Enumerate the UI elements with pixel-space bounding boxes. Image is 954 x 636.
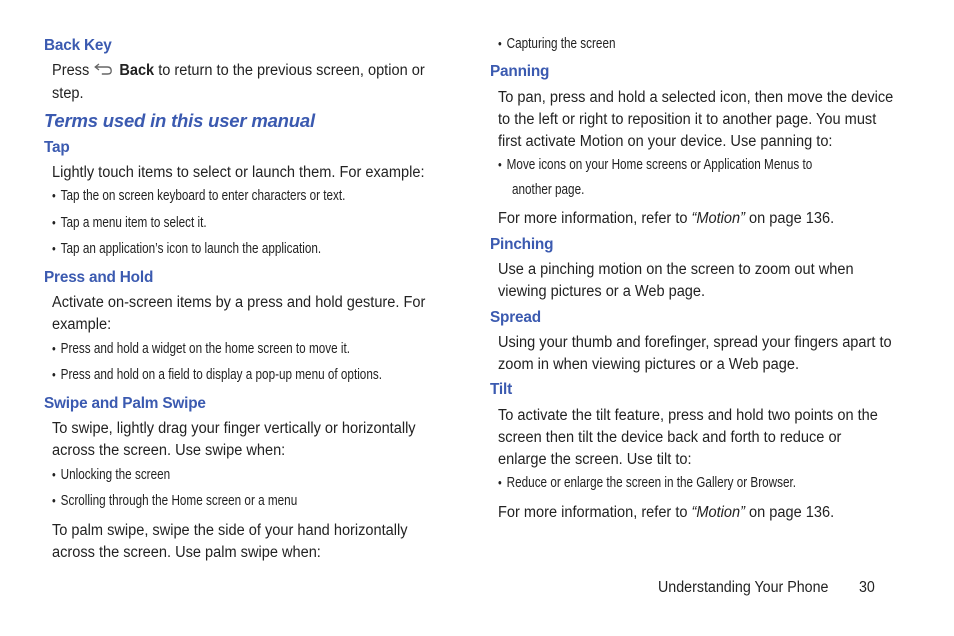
back-key-back-label: Back <box>119 62 155 79</box>
tilt-line-3: enlarge the screen. Use tilt to: <box>498 451 692 468</box>
tap-bullet-2: • Tap a menu item to select it. <box>52 215 207 231</box>
spread-heading: Spread <box>490 309 541 326</box>
tilt-heading: Tilt <box>490 381 512 398</box>
spread-line-1: Using your thumb and forefinger, spread your fingers apart to <box>498 334 892 351</box>
press-hold-bullet-2: • Press and hold on a field to display a pop-up menu of options. <box>52 367 382 383</box>
panning-line-3: first activate Motion on your device. Use panning to: <box>498 133 833 150</box>
back-key-heading: Back Key <box>44 37 112 54</box>
tilt-bullet: • Reduce or enlarge the screen in the Gallery or Browser. <box>498 475 796 491</box>
pinching-line-1: Use a pinching motion on the screen to zoom out when <box>498 261 854 278</box>
panning-reference <box>498 208 834 230</box>
terms-heading: Terms used in this user manual <box>44 110 315 131</box>
panning-ref-post: on page 136. <box>749 210 835 227</box>
swipe-line-2: across the screen. Use swipe when: <box>52 442 286 459</box>
panning-ref-pre: For more information, refer to <box>498 210 688 227</box>
footer-section-title: Understanding Your Phone <box>658 579 829 596</box>
back-arrow-icon <box>93 61 114 75</box>
back-key-line-1 <box>52 60 425 82</box>
press-hold-line-1: Activate on-screen items by a press and hold gesture. For <box>52 294 426 311</box>
panning-motion-link[interactable]: “Motion” <box>691 210 745 227</box>
press-hold-line-2: example: <box>52 316 112 333</box>
panning-line-2: to the left or right to reposition it to another page. You must <box>498 111 877 128</box>
panning-bullet-line-1: • Move icons on your Home screens or Application Menus to <box>498 157 812 173</box>
back-key-rest: to return to the previous screen, option or <box>158 62 425 79</box>
panning-line-1: To pan, press and hold a selected icon, then move the device <box>498 89 894 106</box>
spread-line-2: zoom in when viewing pictures or a Web page. <box>498 356 800 373</box>
tap-heading: Tap <box>44 139 70 156</box>
tap-bullet-1: • Tap the on screen keyboard to enter characters or text. <box>52 188 345 204</box>
press-hold-heading: Press and Hold <box>44 269 154 286</box>
tilt-motion-link[interactable]: “Motion” <box>691 504 745 521</box>
back-key-press: Press <box>52 62 90 79</box>
palm-swipe-line-2: across the screen. Use palm swipe when: <box>52 544 321 561</box>
tilt-line-1: To activate the tilt feature, press and hold two points on the <box>498 407 878 424</box>
panning-heading: Panning <box>490 63 550 80</box>
swipe-heading: Swipe and Palm Swipe <box>44 395 206 412</box>
tilt-ref-pre: For more information, refer to <box>498 504 688 521</box>
footer-page-number: 30 <box>859 579 875 596</box>
palm-swipe-line-1: To palm swipe, swipe the side of your hand horizontally <box>52 522 408 539</box>
press-hold-bullet-1: • Press and hold a widget on the home screen to move it. <box>52 341 350 357</box>
swipe-bullet-1: • Unlocking the screen <box>52 467 170 483</box>
swipe-line-1: To swipe, lightly drag your finger vertically or horizontally <box>52 420 416 437</box>
pinching-heading: Pinching <box>490 236 554 253</box>
tap-bullet-3: • Tap an application’s icon to launch the application. <box>52 241 321 257</box>
tilt-reference <box>498 502 834 524</box>
tap-text: Lightly touch items to select or launch them. For example: <box>52 164 425 181</box>
tilt-ref-post: on page 136. <box>749 504 835 521</box>
panning-bullet-line-2: another page. <box>512 182 585 198</box>
swipe-bullet-2: • Scrolling through the Home screen or a menu <box>52 493 297 509</box>
capturing-bullet: • Capturing the screen <box>498 36 616 52</box>
back-key-line-2: step. <box>52 85 84 102</box>
pinching-line-2: viewing pictures or a Web page. <box>498 283 706 300</box>
tilt-line-2: screen then tilt the device back and forth to reduce or <box>498 429 842 446</box>
